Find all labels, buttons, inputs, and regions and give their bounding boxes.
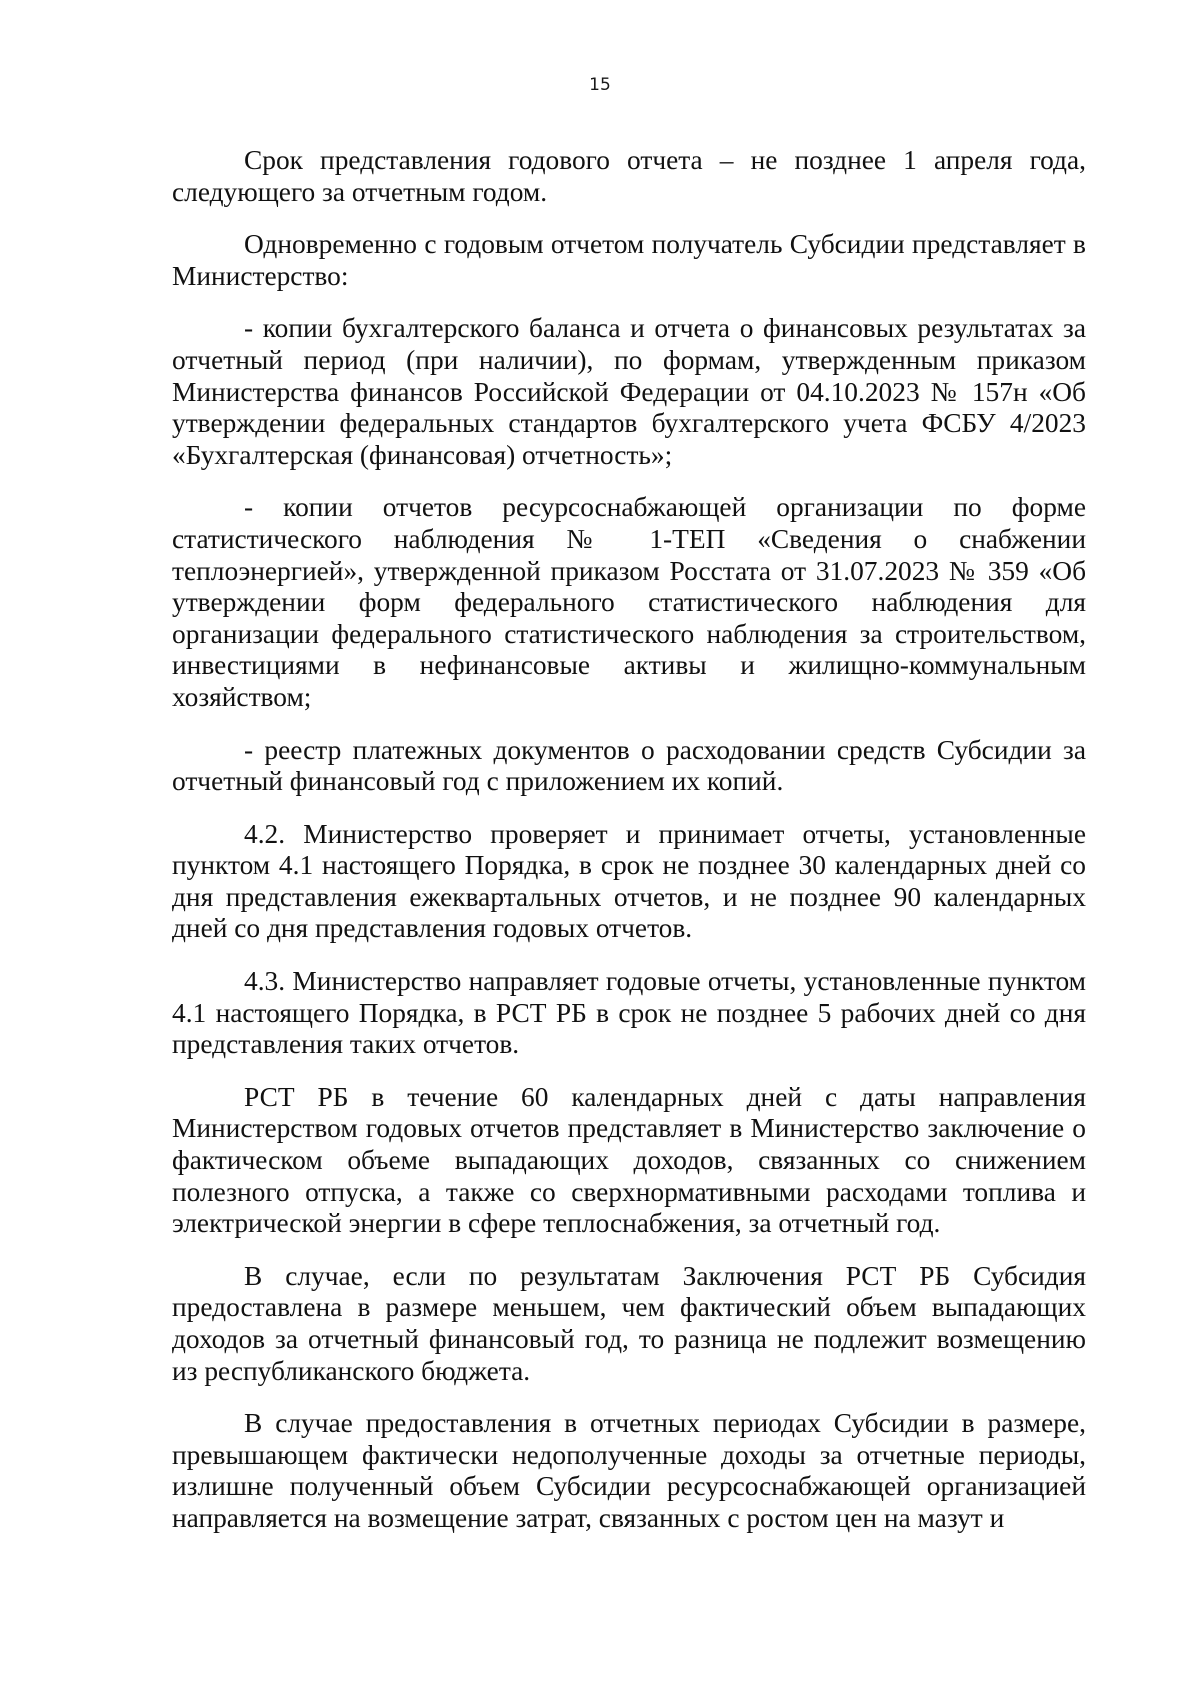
paragraph-section-4-2: 4.2. Министерство проверяет и принимает отчеты, установленные пунктом 4.1 настоящего Порядка, в срок не позднее 30 календарных дней со дня представления ежеквартальных отчетов, и не позднее 90 календарных дней со дня представления годовых отчетов. bbox=[172, 818, 1086, 944]
paragraph-subsidy-shortfall: В случае, если по результатам Заключения РСТ РБ Субсидия предоставлена в размере меньшем, чем фактический объем выпадающих доходов за отчетный финансовый год, то разница не подлежит возмещению из республиканского бюджета. bbox=[172, 1260, 1086, 1386]
document-body bbox=[172, 145, 1086, 1556]
paragraph-rst-conclusion: РСТ РБ в течение 60 календарных дней с даты направления Министерством годовых отчетов представляет в Министерство заключение о фактическом объеме выпадающих доходов, связанных со снижением полезного отпуска, а также со сверхнормативными расходами топлива и электрической энергии в сфере теплоснабжения, за отчетный год. bbox=[172, 1081, 1086, 1239]
page-number: 15 bbox=[589, 75, 611, 95]
paragraph-submission-intro: Одновременно с годовым отчетом получатель Субсидии представляет в Министерство: bbox=[172, 229, 1086, 291]
paragraph-section-4-3: 4.3. Министерство направляет годовые отчеты, установленные пунктом 4.1 настоящего Порядка, в РСТ РБ в срок не позднее 5 рабочих дней со дня представления таких отчетов. bbox=[172, 966, 1086, 1060]
paragraph-statistical-reports: - копии отчетов ресурсоснабжающей организации по форме статистического наблюдения № 1-ТЕП «Сведения о снабжении теплоэнергией», утвержденной приказом Росстата от 31.07.2023 № 359 «Об утверждении форм федерального статистического наблюдения для организации федерального статистического наблюдения за строительством, инвестициями в нефинансовые активы и жилищно-коммунальным хозяйством; bbox=[172, 492, 1086, 712]
paragraph-payment-registry: - реестр платежных документов о расходовании средств Субсидии за отчетный финансовый год с приложением их копий. bbox=[172, 734, 1086, 797]
paragraph-report-deadline: Срок представления годового отчета – не позднее 1 апреля года, следующего за отчетным годом. bbox=[172, 145, 1086, 207]
paragraph-balance-copies: - копии бухгалтерского баланса и отчета о финансовых результатах за отчетный период (при наличии), по формам, утвержденным приказом Министерства финансов Российской Федерации от 04.10.2023 № 157н «Об утверждении федеральных стандартов бухгалтерского учета ФСБУ 4/2023 «Бухгалтерская (финансовая) отчетность»; bbox=[172, 313, 1086, 470]
paragraph-subsidy-excess: В случае предоставления в отчетных периодах Субсидии в размере, превышающем фактически недополученные доходы за отчетные периоды, излишне полученный объем Субсидии ресурсоснабжающей организацией направляется на возмещение затрат, связанных с ростом цен на мазут и bbox=[172, 1408, 1086, 1533]
